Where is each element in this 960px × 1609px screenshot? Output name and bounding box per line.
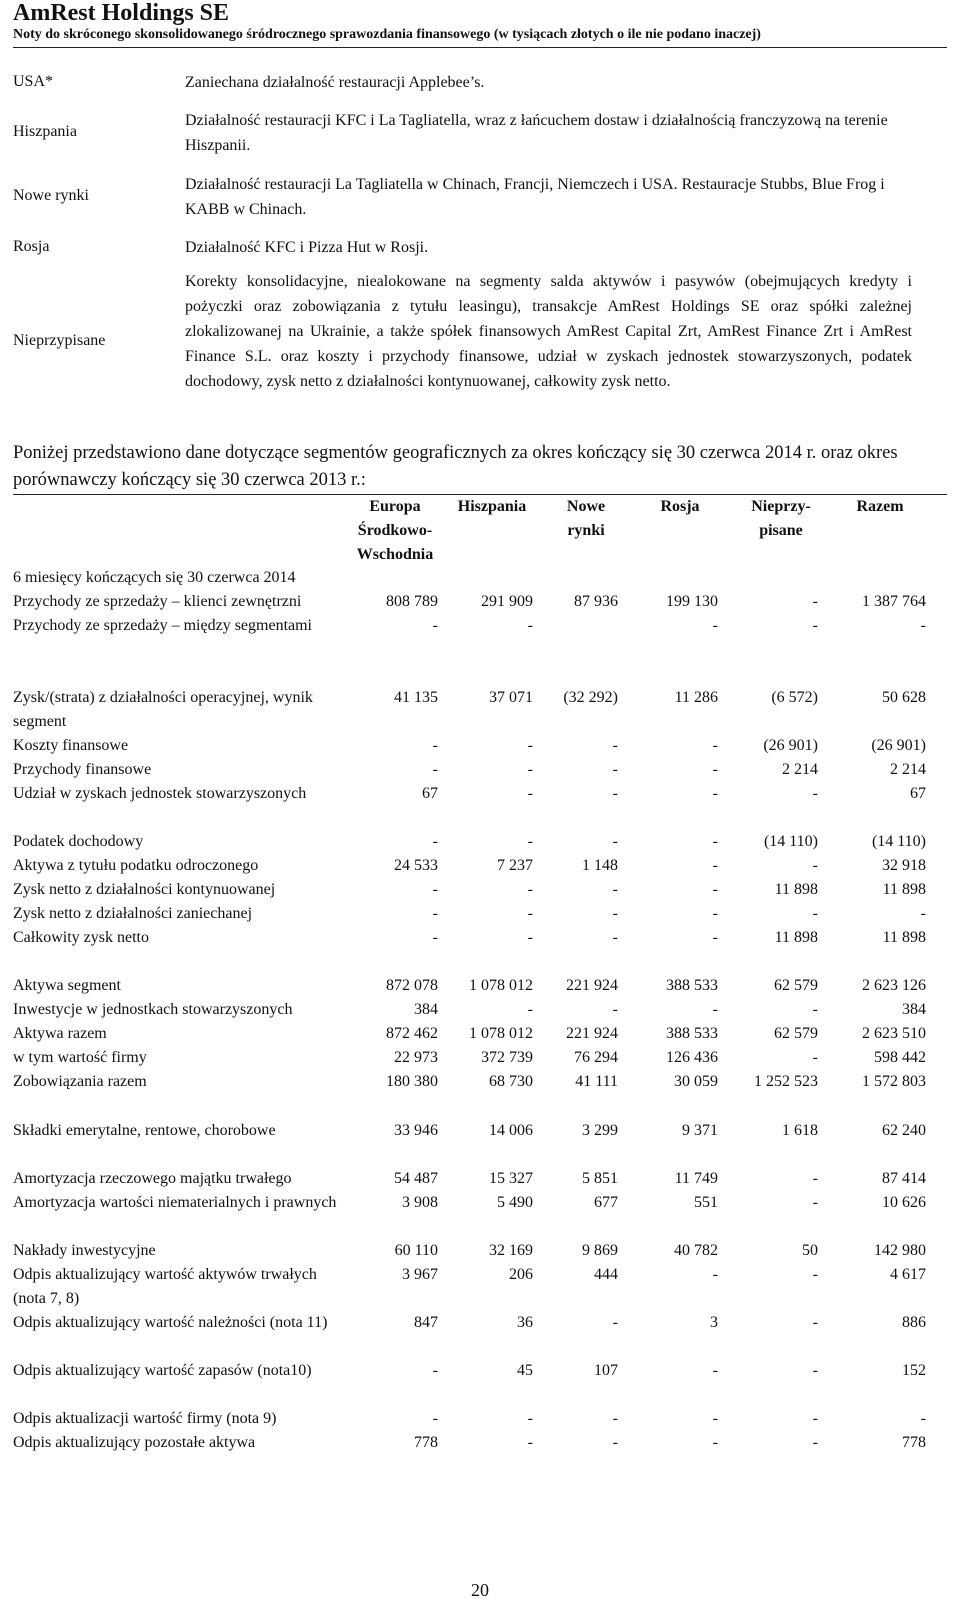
- table-cell: -: [712, 1434, 718, 1451]
- table-cell: 67: [910, 785, 926, 802]
- table-cell: 9 371: [682, 1122, 718, 1139]
- segment-name-nieprzypisane: Nieprzypisane: [13, 332, 106, 349]
- column-header-line: Nieprzy-: [751, 498, 811, 515]
- table-cell: 5 851: [582, 1170, 618, 1187]
- table-cell: -: [527, 905, 533, 922]
- table-cell: 126 436: [666, 1049, 718, 1066]
- table-cell: -: [712, 929, 718, 946]
- row-label: Zobowiązania razem: [13, 1073, 147, 1090]
- table-cell: -: [812, 1266, 818, 1283]
- table-cell: -: [920, 1410, 926, 1427]
- table-cell: -: [812, 1362, 818, 1379]
- table-cell: 551: [694, 1194, 718, 1211]
- document-subtitle: Noty do skróconego skonsolidowanego śródrocznego sprawozdania finansowego (w tysiącach złotych o ile nie podano inaczej): [13, 27, 761, 42]
- table-cell: 14 006: [489, 1122, 533, 1139]
- table-cell: -: [432, 833, 438, 850]
- table-cell: 2 623 126: [862, 977, 926, 994]
- table-cell: 11 898: [774, 881, 818, 898]
- table-cell: -: [432, 617, 438, 634]
- table-cell: -: [812, 857, 818, 874]
- table-cell: 41 135: [394, 689, 438, 706]
- table-cell: 40 782: [674, 1242, 718, 1259]
- table-cell: 206: [509, 1266, 533, 1283]
- table-cell: -: [812, 1410, 818, 1427]
- table-cell: -: [920, 617, 926, 634]
- table-cell: 2 214: [782, 761, 818, 778]
- table-cell: 291 909: [481, 593, 533, 610]
- table-cell: 5 490: [497, 1194, 533, 1211]
- company-title: AmRest Holdings SE: [13, 0, 230, 26]
- table-cell: 50 628: [882, 689, 926, 706]
- table-cell: 677: [594, 1194, 618, 1211]
- row-label: Zysk/(strata) z działalności operacyjnej, wynik segment: [13, 689, 313, 730]
- table-cell: 68 730: [489, 1073, 533, 1090]
- table-cell: 3 299: [582, 1122, 618, 1139]
- table-cell: (26 901): [763, 737, 818, 754]
- table-cell: -: [812, 1434, 818, 1451]
- row-label: Składki emerytalne, rentowe, chorobowe: [13, 1122, 276, 1139]
- table-cell: 142 980: [874, 1242, 926, 1259]
- table-cell: 1 078 012: [469, 977, 533, 994]
- table-cell: 221 924: [566, 977, 618, 994]
- table-cell: 872 462: [386, 1025, 438, 1042]
- table-cell: 221 924: [566, 1025, 618, 1042]
- table-cell: -: [812, 1001, 818, 1018]
- table-cell: -: [432, 929, 438, 946]
- table-cell: 50: [802, 1242, 818, 1259]
- table-cell: -: [812, 905, 818, 922]
- table-cell: -: [712, 1362, 718, 1379]
- table-cell: -: [432, 1410, 438, 1427]
- column-header-line: Rosja: [660, 498, 700, 515]
- row-label: Zysk netto z działalności zaniechanej: [13, 905, 253, 922]
- table-cell: 11 898: [882, 881, 926, 898]
- table-cell: 872 078: [386, 977, 438, 994]
- row-label: Zysk netto z działalności kontynuowanej: [13, 881, 276, 898]
- table-cell: 778: [414, 1434, 438, 1451]
- table-cell: 87 414: [882, 1170, 926, 1187]
- table-cell: 11 286: [674, 689, 718, 706]
- segment-name-nowe-rynki: Nowe rynki: [13, 187, 89, 204]
- table-cell: -: [712, 785, 718, 802]
- table-cell: -: [612, 833, 618, 850]
- table-cell: -: [612, 1410, 618, 1427]
- table-cell: -: [527, 617, 533, 634]
- table-cell: -: [612, 929, 618, 946]
- table-cell: -: [432, 737, 438, 754]
- table-cell: 15 327: [489, 1170, 533, 1187]
- column-header-europa: [340, 495, 450, 567]
- table-cell: 3: [710, 1314, 718, 1331]
- table-cell: 1 387 764: [862, 593, 926, 610]
- table-cell: (6 572): [771, 689, 818, 706]
- table-cell: -: [527, 881, 533, 898]
- table-cell: 847: [414, 1314, 438, 1331]
- table-cell: -: [612, 1001, 618, 1018]
- table-cell: 62 240: [882, 1122, 926, 1139]
- row-label: Aktywa z tytułu podatku odroczonego: [13, 857, 259, 874]
- period-label: 6 miesięcy kończących się 30 czerwca 2014: [13, 569, 296, 586]
- row-label: Aktywa segment: [13, 977, 121, 994]
- table-cell: 388 533: [666, 1025, 718, 1042]
- table-cell: 384: [902, 1001, 926, 1018]
- table-cell: -: [712, 1266, 718, 1283]
- table-cell: 372 739: [481, 1049, 533, 1066]
- row-label: Odpis aktualizujący pozostałe aktywa: [13, 1434, 256, 1451]
- row-label: Aktywa razem: [13, 1025, 107, 1042]
- table-cell: 11 898: [882, 929, 926, 946]
- table-cell: -: [432, 1362, 438, 1379]
- row-label: Inwestycje w jednostkach stowarzyszonych: [13, 1001, 293, 1018]
- table-cell: (14 110): [763, 833, 818, 850]
- segment-desc-usa: Zaniechana działalność restauracji Applebee’s.: [185, 74, 485, 91]
- table-cell: -: [712, 617, 718, 634]
- table-cell: 152: [902, 1362, 926, 1379]
- table-cell: 32 918: [882, 857, 926, 874]
- segment-name-hiszpania: Hiszpania: [13, 123, 77, 140]
- table-cell: 2 214: [890, 761, 926, 778]
- table-cell: 1 572 803: [862, 1073, 926, 1090]
- table-cell: 778: [902, 1434, 926, 1451]
- table-cell: -: [712, 1001, 718, 1018]
- header-divider: [13, 47, 947, 48]
- table-cell: -: [612, 761, 618, 778]
- column-header-rosja: [640, 495, 720, 519]
- table-cell: -: [612, 881, 618, 898]
- table-cell: -: [612, 1434, 618, 1451]
- table-cell: 87 936: [574, 593, 618, 610]
- row-label: Odpis aktualizujący wartość należności (nota 11): [13, 1314, 328, 1331]
- table-cell: 384: [414, 1001, 438, 1018]
- table-cell: -: [432, 761, 438, 778]
- table-cell: 60 110: [394, 1242, 438, 1259]
- table-cell: 1 148: [582, 857, 618, 874]
- row-label: Odpis aktualizujący wartość zapasów (nota10): [13, 1362, 312, 1379]
- column-header-line: Środkowo-: [357, 522, 433, 539]
- table-cell: 4 617: [890, 1266, 926, 1283]
- row-label: Nakłady inwestycyjne: [13, 1242, 156, 1259]
- table-cell: -: [432, 881, 438, 898]
- row-label: Odpis aktualizacji wartość firmy (nota 9): [13, 1410, 277, 1427]
- row-label: Podatek dochodowy: [13, 833, 144, 850]
- table-cell: 808 789: [386, 593, 438, 610]
- table-cell: -: [712, 761, 718, 778]
- table-cell: 7 237: [497, 857, 533, 874]
- table-cell: -: [527, 785, 533, 802]
- column-header-nowe-rynki: [546, 495, 626, 543]
- row-label: Amortyzacja wartości niematerialnych i prawnych: [13, 1194, 337, 1211]
- row-label: Przychody finansowe: [13, 761, 152, 778]
- row-label: Koszty finansowe: [13, 737, 129, 754]
- column-header-line: rynki: [567, 522, 605, 539]
- column-header-line: Europa: [369, 498, 421, 515]
- table-cell: -: [712, 905, 718, 922]
- segment-desc-hiszpania: Działalność restauracji KFC i La Tagliatella, wraz z łańcuchem dostaw i działalnością franczyzową na terenie Hiszpanii.: [185, 112, 888, 154]
- table-cell: 62 579: [774, 1025, 818, 1042]
- table-cell: -: [527, 1434, 533, 1451]
- table-cell: -: [432, 905, 438, 922]
- column-header-hiszpania: [444, 495, 540, 519]
- row-label: Przychody ze sprzedaży – klienci zewnętrzni: [13, 593, 302, 610]
- segment-desc-rosja: Działalność KFC i Pizza Hut w Rosji.: [185, 239, 429, 256]
- table-cell: 1 618: [782, 1122, 818, 1139]
- table-cell: -: [812, 1170, 818, 1187]
- table-cell: 2 623 510: [862, 1025, 926, 1042]
- table-cell: (14 110): [871, 833, 926, 850]
- table-cell: (32 292): [563, 689, 618, 706]
- table-cell: 22 973: [394, 1049, 438, 1066]
- table-cell: -: [527, 761, 533, 778]
- table-cell: -: [812, 593, 818, 610]
- table-cell: 444: [594, 1266, 618, 1283]
- column-header-line: Wschodnia: [356, 546, 434, 563]
- segment-desc-nieprzypisane: Korekty konsolidacyjne, niealokowane na segmenty salda aktywów i pasywów (obejmujących kredyty i pożyczki oraz zobowiązania z tytułu leasingu), transakcje AmRest Holdings SE oraz spółki zależnej zlokalizowanej na Ukrainie, a także spółek finansowych AmRest Capital Zrt, AmRest Finance Zrt i AmRest Finance S.L. oraz koszty i przychody finansowe, udział w zyskach jednostek stowarzyszonych, podatek dochodowy, zysk netto z działalności kontynuowanej, całkowity zysk netto.: [185, 273, 912, 390]
- table-cell: -: [812, 1049, 818, 1066]
- table-cell: 30 059: [674, 1073, 718, 1090]
- segment-name-usa: USA*: [13, 73, 54, 90]
- table-cell: 62 579: [774, 977, 818, 994]
- page-number: 20: [471, 1580, 489, 1600]
- column-header-line: Hiszpania: [457, 498, 527, 515]
- table-cell: 33 946: [394, 1122, 438, 1139]
- table-cell: (26 901): [871, 737, 926, 754]
- table-cell: -: [712, 737, 718, 754]
- row-label: Udział w zyskach jednostek stowarzyszonych: [13, 785, 307, 802]
- table-cell: -: [527, 737, 533, 754]
- table-cell: 3 967: [402, 1266, 438, 1283]
- table-cell: 54 487: [394, 1170, 438, 1187]
- table-cell: -: [612, 737, 618, 754]
- segment-intro-paragraph: Poniżej przedstawiono dane dotyczące segmentów geograficznych za okres kończący się 30 czerwca 2014 r. oraz okres porównawczy kończący się 30 czerwca 2013 r.:: [13, 443, 898, 490]
- table-cell: -: [712, 1410, 718, 1427]
- table-cell: 11 749: [674, 1170, 718, 1187]
- table-cell: 10 626: [882, 1194, 926, 1211]
- table-cell: 9 869: [582, 1242, 618, 1259]
- row-label: Przychody ze sprzedaży – między segmentami: [13, 617, 312, 634]
- table-cell: 24 533: [394, 857, 438, 874]
- table-cell: -: [527, 1410, 533, 1427]
- table-cell: -: [812, 785, 818, 802]
- column-header-line: Razem: [856, 498, 904, 515]
- table-cell: 32 169: [489, 1242, 533, 1259]
- segment-name-rosja: Rosja: [13, 238, 50, 255]
- table-cell: -: [712, 857, 718, 874]
- column-header-line: pisane: [759, 522, 803, 539]
- table-cell: -: [812, 1194, 818, 1211]
- table-cell: 76 294: [574, 1049, 618, 1066]
- table-cell: 37 071: [489, 689, 533, 706]
- table-cell: -: [527, 929, 533, 946]
- row-label: Całkowity zysk netto: [13, 929, 149, 946]
- row-label: Odpis aktualizujący wartość aktywów trwałych (nota 7, 8): [13, 1266, 317, 1307]
- table-cell: -: [527, 1001, 533, 1018]
- column-header-nieprzypisane: [734, 495, 828, 543]
- table-cell: 1 078 012: [469, 1025, 533, 1042]
- row-label: w tym wartość firmy: [13, 1049, 147, 1066]
- table-cell: -: [527, 833, 533, 850]
- table-cell: 36: [517, 1314, 533, 1331]
- table-cell: -: [712, 833, 718, 850]
- table-cell: -: [612, 1314, 618, 1331]
- table-cell: 41 111: [575, 1073, 618, 1090]
- table-cell: 3 908: [402, 1194, 438, 1211]
- table-cell: 11 898: [774, 929, 818, 946]
- table-cell: 886: [902, 1314, 926, 1331]
- table-cell: -: [712, 881, 718, 898]
- table-cell: -: [812, 1314, 818, 1331]
- table-cell: 67: [422, 785, 438, 802]
- table-cell: -: [612, 905, 618, 922]
- table-cell: 180 380: [386, 1073, 438, 1090]
- table-cell: 388 533: [666, 977, 718, 994]
- table-cell: -: [920, 905, 926, 922]
- row-label: Amortyzacja rzeczowego majątku trwałego: [13, 1170, 292, 1187]
- table-cell: 598 442: [874, 1049, 926, 1066]
- segment-desc-nowe-rynki: Działalność restauracji La Tagliatella w Chinach, Francji, Niemczech i USA. Restauracje Stubbs, Blue Frog i KABB w Chinach.: [185, 176, 885, 218]
- table-cell: -: [812, 617, 818, 634]
- table-cell: 199 130: [666, 593, 718, 610]
- table-cell: 1 252 523: [754, 1073, 818, 1090]
- table-cell: 107: [594, 1362, 618, 1379]
- table-cell: -: [612, 785, 618, 802]
- table-cell: 45: [517, 1362, 533, 1379]
- column-header-razem: [840, 495, 920, 519]
- column-header-line: Nowe: [566, 498, 606, 515]
